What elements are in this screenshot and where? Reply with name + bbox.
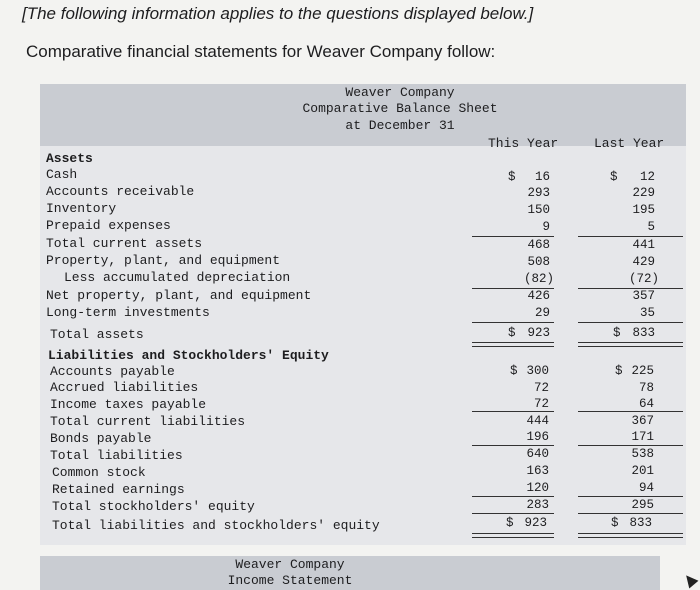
income-statement-title: Income Statement xyxy=(227,573,353,588)
cash-last-year: 12 xyxy=(639,170,655,184)
row-label-prepaid: Prepaid expenses xyxy=(46,218,171,233)
accounts-payable-this-year: 300 xyxy=(526,364,549,378)
row-label-cash: Cash xyxy=(46,167,78,182)
assets-heading: Assets xyxy=(46,151,93,166)
underline xyxy=(472,513,554,514)
underline xyxy=(578,496,683,497)
prepaid-last-year: 5 xyxy=(647,220,655,234)
row-label-accumulated-depreciation: Less accumulated depreciation xyxy=(64,270,291,285)
statement-title: Comparative Balance Sheet xyxy=(302,101,498,116)
inventory-this-year: 150 xyxy=(527,203,550,217)
income-statement-company: Weaver Company xyxy=(235,557,345,572)
total-current-liabilities-this-year: 444 xyxy=(526,414,549,428)
underline xyxy=(578,513,683,514)
balance-sheet xyxy=(40,84,686,545)
dollar-sign: $ xyxy=(508,170,516,184)
net-ppe-this-year: 426 xyxy=(527,289,550,303)
underline xyxy=(472,322,554,323)
row-label-net-ppe: Net property, plant, and equipment xyxy=(46,288,312,303)
dollar-sign: $ xyxy=(508,326,516,340)
prepaid-this-year: 9 xyxy=(542,220,550,234)
row-label-long-term-investments: Long-term investments xyxy=(46,305,210,320)
income-taxes-payable-last-year: 64 xyxy=(638,397,654,411)
column-header-last-year: Last Year xyxy=(594,136,665,151)
row-label-bonds-payable: Bonds payable xyxy=(50,431,152,446)
long-term-investments-this-year: 29 xyxy=(534,306,550,320)
double-underline xyxy=(578,533,683,538)
income-statement-header xyxy=(40,556,660,590)
dollar-sign: $ xyxy=(615,364,623,378)
ppe-this-year: 508 xyxy=(527,255,550,269)
underline xyxy=(578,411,683,412)
total-current-assets-this-year: 468 xyxy=(527,238,550,252)
bonds-payable-this-year: 196 xyxy=(526,430,549,444)
row-label-total-current-liabilities: Total current liabilities xyxy=(50,414,246,429)
ppe-last-year: 429 xyxy=(632,255,655,269)
row-label-accounts-payable: Accounts payable xyxy=(50,364,175,379)
accrued-liabilities-this-year: 72 xyxy=(533,381,549,395)
row-label-total-stockholders-equity: Total stockholders' equity xyxy=(52,499,255,514)
retained-earnings-last-year: 94 xyxy=(638,481,654,495)
net-ppe-last-year: 357 xyxy=(632,289,655,303)
row-label-accrued-liabilities: Accrued liabilities xyxy=(50,380,199,395)
accumulated-depreciation-this-year: (82) xyxy=(523,272,554,286)
common-stock-last-year: 201 xyxy=(631,464,654,478)
row-label-total-liabilities-and-equity: Total liabilities and stockholders' equity xyxy=(52,518,380,533)
row-label-inventory: Inventory xyxy=(46,201,117,216)
total-assets-this-year: 923 xyxy=(527,326,550,340)
liabilities-equity-heading: Liabilities and Stockholders' Equity xyxy=(48,348,329,363)
accumulated-depreciation-last-year: (72) xyxy=(628,272,659,286)
statement-date: at December 31 xyxy=(345,118,455,133)
inventory-last-year: 195 xyxy=(632,203,655,217)
accrued-liabilities-last-year: 78 xyxy=(638,381,654,395)
underline xyxy=(578,322,683,323)
underline xyxy=(578,236,683,237)
underline xyxy=(472,496,554,497)
company-name: Weaver Company xyxy=(345,85,455,100)
total-liabilities-last-year: 538 xyxy=(631,447,654,461)
dollar-sign: $ xyxy=(613,326,621,340)
row-label-income-taxes-payable: Income taxes payable xyxy=(50,397,207,412)
total-liabilities-and-equity-this-year: 923 xyxy=(524,516,547,530)
lead-sentence: Comparative financial statements for Weaver Company follow: xyxy=(26,42,496,61)
double-underline xyxy=(472,342,554,347)
column-header-this-year: This Year xyxy=(488,136,559,151)
row-label-total-liabilities: Total liabilities xyxy=(50,448,183,463)
total-liabilities-and-equity-last-year: 833 xyxy=(629,516,652,530)
cash-this-year: 16 xyxy=(534,170,550,184)
intro-note: [The following information applies to the questions displayed below.] xyxy=(22,4,534,23)
income-taxes-payable-this-year: 72 xyxy=(533,397,549,411)
row-label-ppe: Property, plant, and equipment xyxy=(46,253,281,268)
total-current-liabilities-last-year: 367 xyxy=(631,414,654,428)
mouse-cursor-icon xyxy=(682,572,699,589)
double-underline xyxy=(578,342,683,347)
dollar-sign: $ xyxy=(506,516,514,530)
receivables-this-year: 293 xyxy=(527,186,550,200)
dollar-sign: $ xyxy=(610,170,618,184)
common-stock-this-year: 163 xyxy=(526,464,549,478)
underline xyxy=(472,411,554,412)
receivables-last-year: 229 xyxy=(632,186,655,200)
total-stockholders-equity-this-year: 283 xyxy=(526,498,549,512)
row-label-total-current-assets: Total current assets xyxy=(46,236,203,251)
dollar-sign: $ xyxy=(510,364,518,378)
long-term-investments-last-year: 35 xyxy=(639,306,655,320)
total-assets-last-year: 833 xyxy=(632,326,655,340)
total-current-assets-last-year: 441 xyxy=(632,238,655,252)
retained-earnings-this-year: 120 xyxy=(526,481,549,495)
underline xyxy=(472,445,554,446)
bonds-payable-last-year: 171 xyxy=(631,430,654,444)
row-label-common-stock: Common stock xyxy=(52,465,146,480)
dollar-sign: $ xyxy=(611,516,619,530)
total-stockholders-equity-last-year: 295 xyxy=(631,498,654,512)
row-label-retained-earnings: Retained earnings xyxy=(52,482,185,497)
row-label-receivables: Accounts receivable xyxy=(46,184,195,199)
double-underline xyxy=(472,533,554,538)
accounts-payable-last-year: 225 xyxy=(631,364,654,378)
row-label-total-assets: Total assets xyxy=(50,327,144,342)
underline xyxy=(472,236,554,237)
total-liabilities-this-year: 640 xyxy=(526,447,549,461)
underline xyxy=(578,445,683,446)
